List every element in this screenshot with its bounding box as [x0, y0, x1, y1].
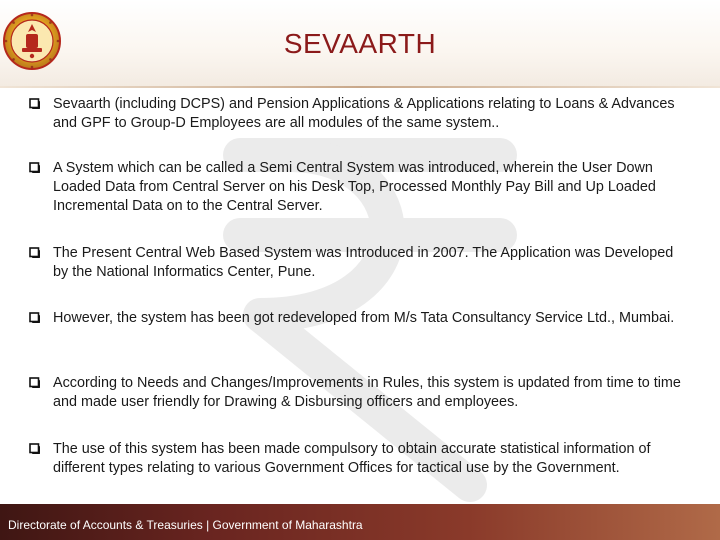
hollow-square-bullet-icon	[29, 162, 40, 173]
bullet-item	[29, 309, 689, 328]
bullet-text: According to Needs and Changes/Improvements in Rules, this system is updated from time to time and made user friendly for Drawing & Disbursing officers and employees.	[53, 375, 681, 410]
hollow-square-bullet-icon	[29, 98, 40, 109]
hollow-square-bullet-icon	[29, 443, 40, 454]
bullet-item	[29, 95, 689, 133]
bullet-text: However, the system has been got redeveloped from M/s Tata Consultancy Service Ltd., Mumbai.	[53, 310, 675, 326]
bullet-text: Sevaarth (including DCPS) and Pension Applications & Applications relating to Loans & Advances and GPF to Group-D Employees are all modules of the same system..	[53, 96, 675, 131]
footer-bar	[0, 504, 720, 540]
bullet-text: A System which can be called a Semi Central System was introduced, wherein the User Down Loaded Data from Central Server on his Desk Top, Processed Monthly Pay Bill and Up Loaded Incremental Data on to the Central Server.	[53, 160, 656, 214]
bullet-text: The use of this system has been made compulsory to obtain accurate statistical information of different types relating to various Government Offices for tactical use by the Government.	[53, 441, 651, 476]
hollow-square-bullet-icon	[29, 377, 40, 388]
bullet-item	[29, 374, 689, 412]
hollow-square-bullet-icon	[29, 312, 40, 323]
bullet-item	[29, 244, 689, 282]
slide-title: SEVAARTH	[283, 28, 437, 59]
footer-text: Directorate of Accounts & Treasuries | Government of Maharashtra	[8, 518, 363, 532]
bullet-item	[29, 440, 689, 478]
bullet-item	[29, 159, 689, 216]
hollow-square-bullet-icon	[29, 247, 40, 258]
bullet-text: The Present Central Web Based System was Introduced in 2007. The Application was Developed by the National Informatics Center, Pune.	[53, 245, 674, 280]
